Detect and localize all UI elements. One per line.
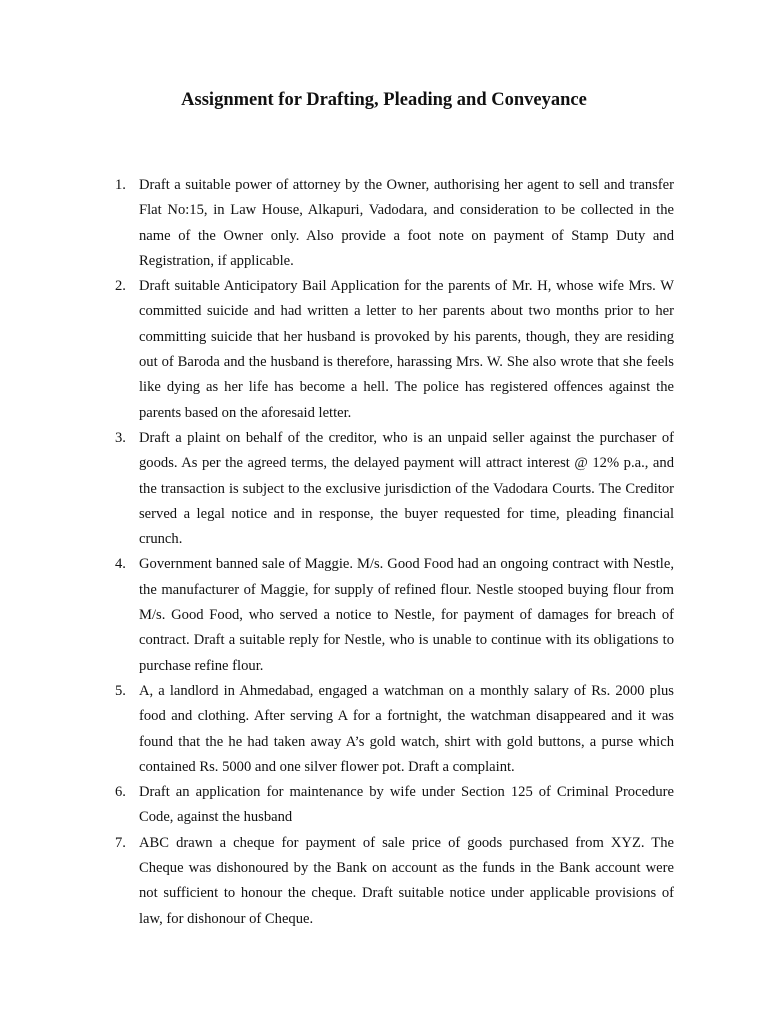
question-text: Draft a suitable power of attorney by the Owner, authorising her agent to sell and transfer Flat No:15, in Law House, Alkapuri, Vadodara, and consideration to be collected in the name of the Owner only. Also provide a foot note on payment of Stamp Duty and Registration, if applicable. — [139, 177, 674, 269]
question-text: A, a landlord in Ahmedabad, engaged a watchman on a monthly salary of Rs. 2000 plus food and clothing. After serving A for a fortnight, the watchman disappeared and it was found that the he had taken away A’s gold watch, shirt with gold buttons, a purse which contained Rs. 5000 and one silver flower pot. Draft a complaint. — [139, 682, 674, 775]
question-number: 7. — [115, 834, 126, 851]
question-item-6 — [110, 780, 674, 831]
question-item-1 — [110, 173, 674, 274]
question-text: Draft an application for maintenance by wife under Section 125 of Criminal Procedure Code, against the husband — [139, 784, 674, 826]
question-item-5 — [110, 679, 674, 780]
question-item-3 — [110, 426, 674, 552]
question-list — [110, 173, 674, 932]
question-item-2 — [110, 274, 674, 426]
question-item-4 — [110, 552, 674, 678]
question-text: ABC drawn a cheque for payment of sale price of goods purchased from XYZ. The Cheque was dishonoured by the Bank on account as the funds in the Bank account were not sufficient to honour the cheque. Draft suitable notice under applicable provisions of law, for dishonour of Cheque. — [139, 834, 674, 927]
question-item-7 — [110, 831, 674, 932]
question-number: 5. — [115, 682, 126, 699]
question-number: 3. — [115, 429, 126, 446]
document-title: Assignment for Drafting, Pleading and Conveyance — [181, 90, 587, 110]
question-text: Draft suitable Anticipatory Bail Application for the parents of Mr. H, whose wife Mrs. W committed suicide and had written a letter to her parents about two months prior to her committing suicide that her husband is provoked by his parents, though, they are residing out of Baroda and the husband is therefore, harassing Mrs. W. She also wrote that she feels like dying as her life has become a hell. The police has registered offences against the parents based on the aforesaid letter. — [139, 278, 674, 421]
question-number: 6. — [115, 784, 126, 801]
question-number: 4. — [115, 556, 126, 573]
question-text: Draft a plaint on behalf of the creditor, who is an unpaid seller against the purchaser of goods. As per the agreed terms, the delayed payment will attract interest @ 12% p.a., and the transaction is subject to the exclusive jurisdiction of the Vadodara Courts. The Creditor served a legal notice and in response, the buyer requested for time, pleading financial crunch. — [139, 429, 674, 548]
question-text: Government banned sale of Maggie. M/s. Good Food had an ongoing contract with Nestle, the manufacturer of Maggie, for supply of refined flour. Nestle stooped buying flour from M/s. Good Food, who served a notice to Nestle, for payment of damages for breach of contract. Draft a suitable reply for Nestle, who is unable to continue with its obligations to purchase refine flour. — [139, 556, 674, 674]
question-number: 1. — [115, 177, 126, 193]
question-number: 2. — [115, 278, 126, 295]
